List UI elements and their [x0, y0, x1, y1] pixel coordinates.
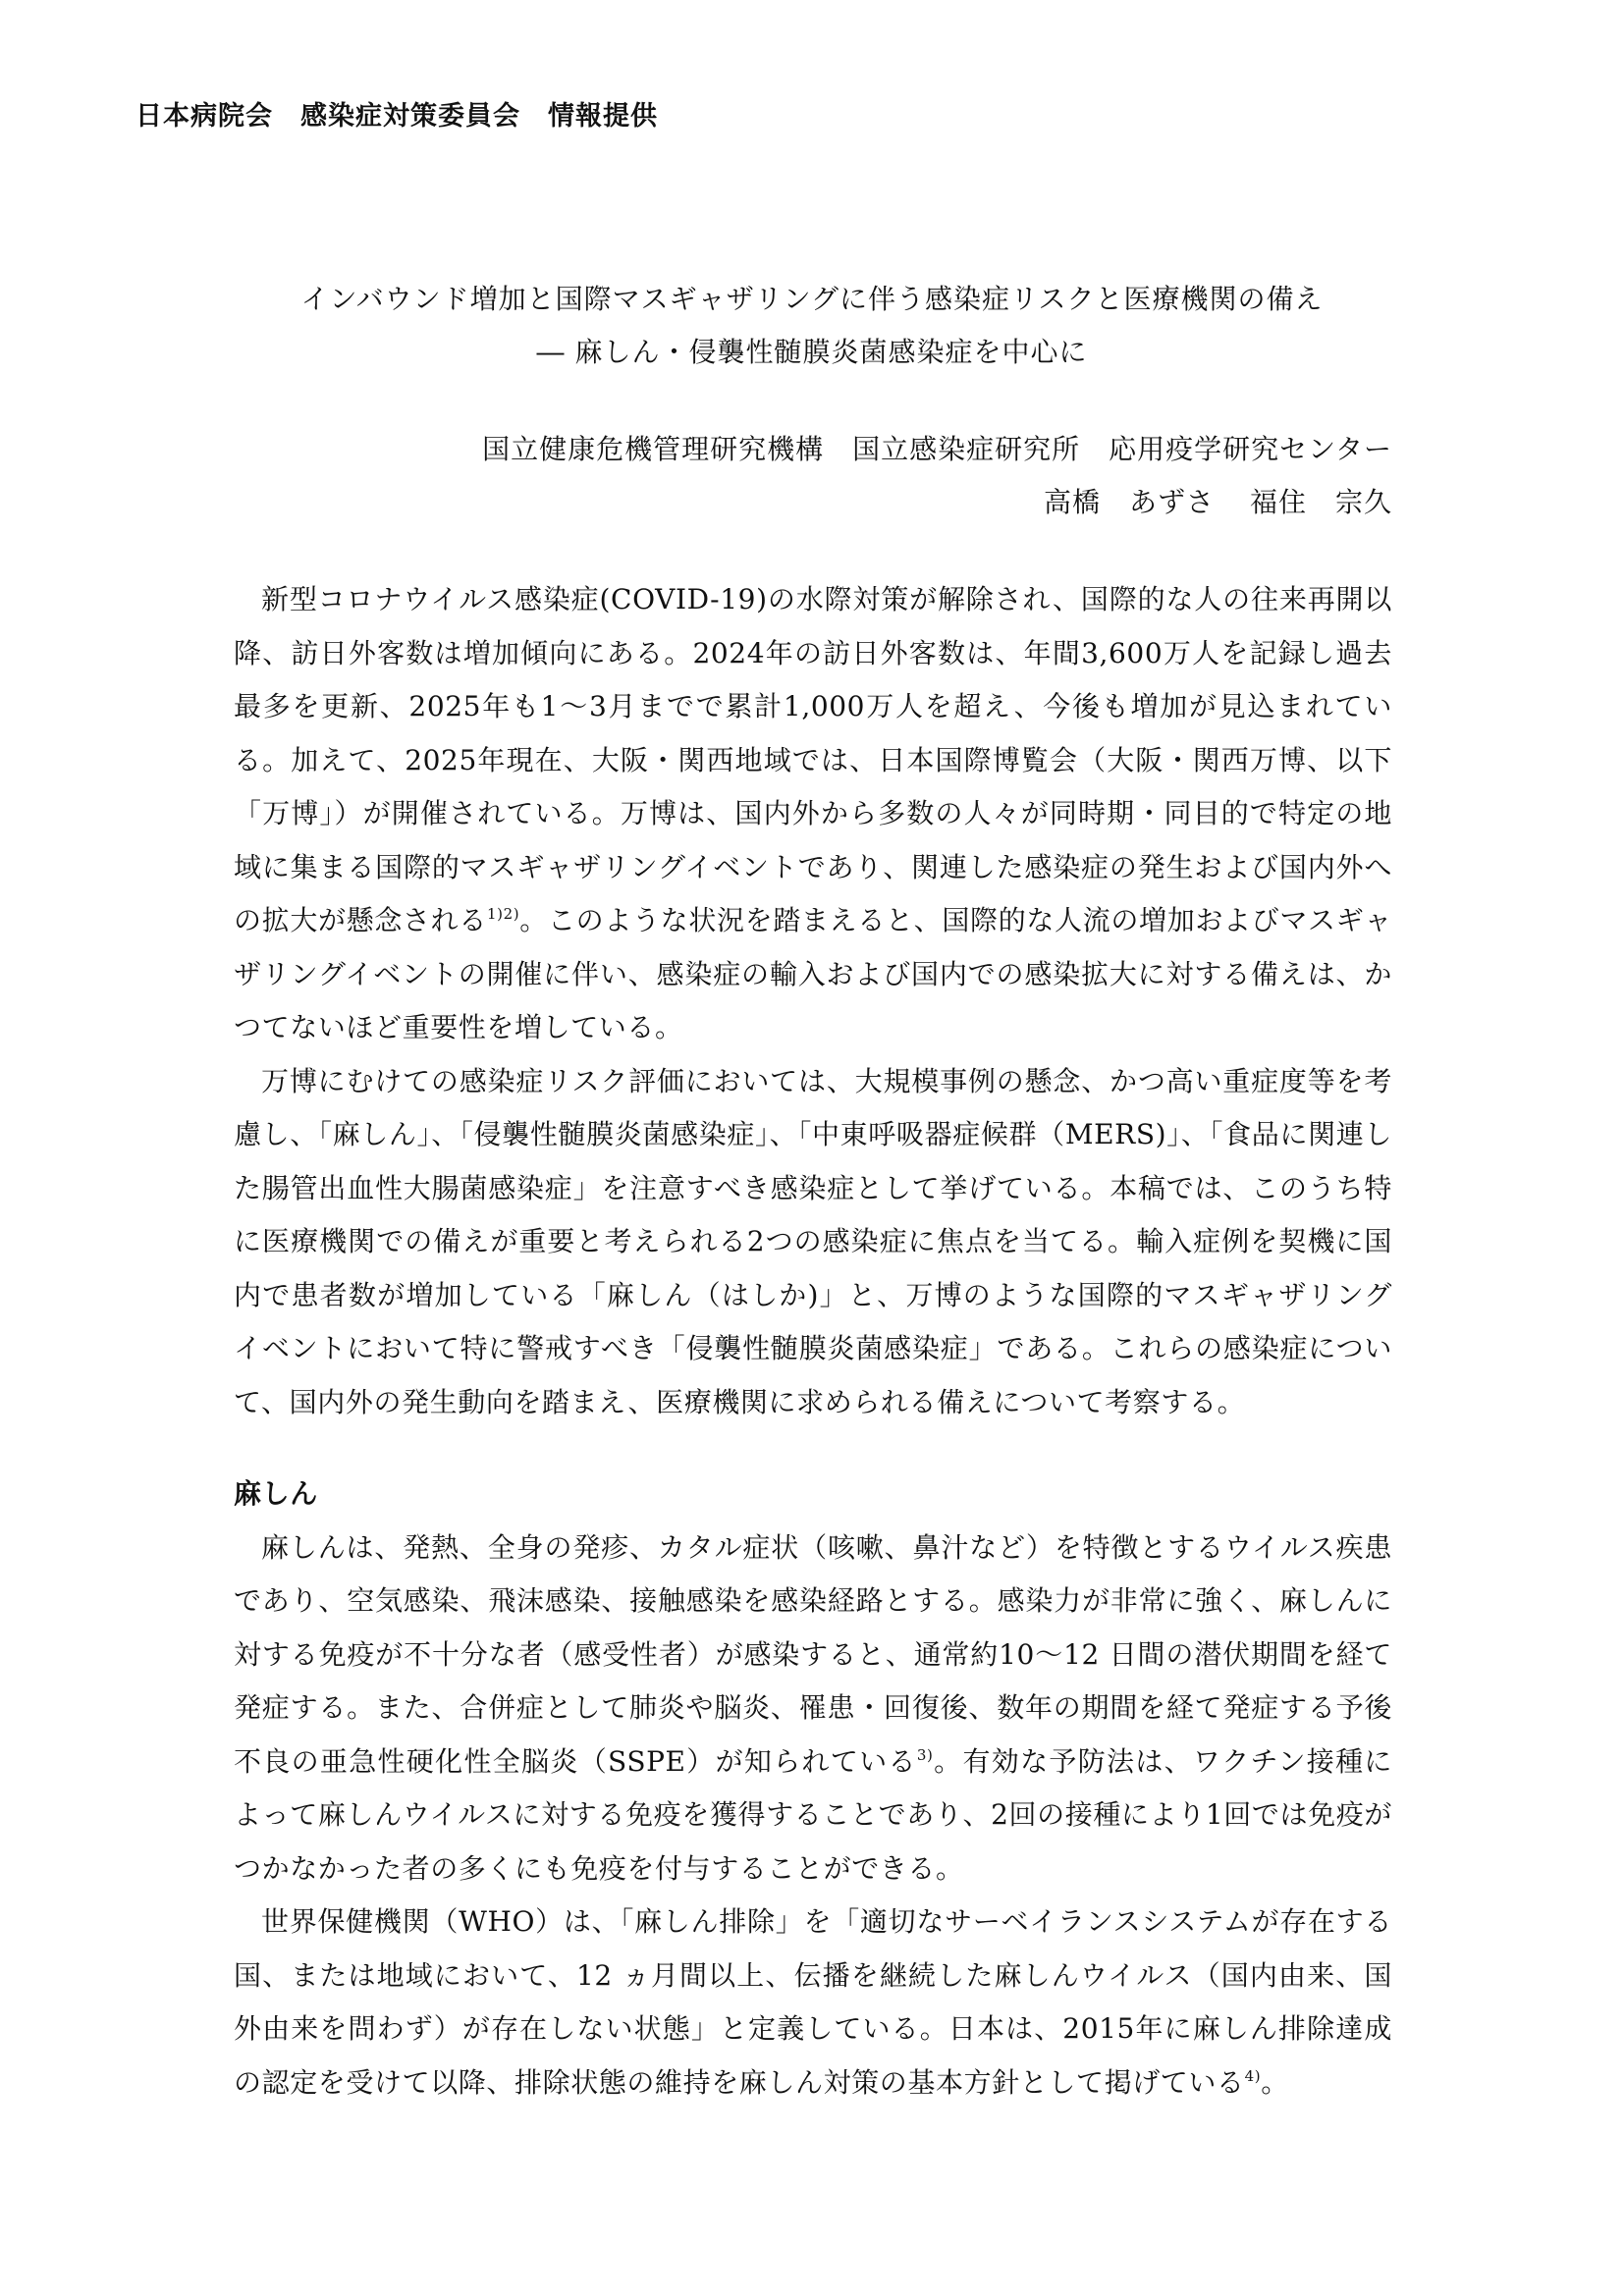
document-subtitle: ― 麻しん・侵襲性髄膜炎菌感染症を中心に: [536, 336, 1088, 368]
measles-paragraph-1: 麻しんは、発熱、全身の発疹、カタル症状（咳嗽、鼻汁など）を特徴とするウイルス疾患であり、空気感染、飛沫感染、接触感染を感染経路とする。感染力が非常に強く、麻しんに対する免疫が不十分な者（感受性者）が感染すると、通常約10～12 日間の潜伏期間を経て発症する。また、合併症として肺炎や脳炎、罹患・回復後、数年の期間を経て発症する予後不良の亜急性硬化性全脳炎（SSPE）が知られている$^{3)}$。有効な予防法は、ワクチン接種によって麻しんウイルスに対する免疫を獲得することであり、2回の接種により1回では免疫がつかなかった者の多くにも免疫を付与することができる。: [234, 1530, 1393, 1885]
author-affiliation: 国立健康危機管理研究機構 国立感染症研究所 応用疫学研究センター: [482, 433, 1392, 465]
measles-section: [234, 1468, 1392, 2109]
document-title: インバウンド増加と国際マスギャザリングに伴う感染症リスクと医療機関の備え: [300, 283, 1324, 315]
intro-paragraph-2: 万博にむけての感染症リスク評価においては、大規模事例の懸念、かつ高い重症度等を考慮し、「麻しん」、「侵襲性髄膜炎菌感染症」、「中東呼吸器症候群（MERS)」、「食品に関連した腸管出血性大腸菌感染症」を注意すべき感染症として挙げている。本稿では、このうち特に医療機関での備えが重要と考えられる2つの感染症に焦点を当てる。輸入症例を契機に国内で患者数が増加している「麻しん（はしか)」と、万博のような国際的マスギャザリングイベントにおいて特に警戒すべき「侵襲性髄膜炎菌感染症」である。これらの感染症について、国内外の発生動向を踏まえ、医療機関に求められる備えについて考察する。: [234, 1064, 1392, 1418]
page-header: 日本病院会 感染症対策委員会 情報提供: [135, 101, 658, 132]
intro-section: [234, 573, 1392, 1429]
measles-paragraph-2: 世界保健機関（WHO）は、「麻しん排除」を「適切なサーベイランスシステムが存在する国、または地域において、12 ヵ月間以上、伝播を継続した麻しんウイルス（国内由来、国外由来を問わず）が存在しない状態」と定義している。日本は、2015年に麻しん排除達成の認定を受けて以降、排除状態の維持を麻しん対策の基本方針として掲げている$^{4)}$。: [234, 1905, 1392, 2099]
author-names: [1008, 481, 1392, 520]
reference-mark: 1)2): [487, 905, 520, 923]
intro-paragraph-1: 新型コロナウイルス感染症(COVID-19)の水際対策が解除され、国際的な人の往来再開以降、訪日外客数は増加傾向にある。2024年の訪日外客数は、年間3,600万人を記録し過去最多を更新、2025年も1～3月までで累計1,000万人を超え、今後も増加が見込まれている。加えて、2025年現在、大阪・関西地域では、日本国際博覧会（大阪・関西万博、以下「万博」）が開催されている。万博は、国内外から多数の人々が同時期・同目的で特定の地域に集まる国際的マスギャザリングイベントであり、関連した感染症の発生および国内外への拡大が懸念される$^{1)2)}$。このような状況を踏まえると、国際的な人流の増加およびマスギャザリングイベントの開催に伴い、感染症の輸入および国内での感染拡大に対する備えは、かつてないほど重要性を増している。: [234, 583, 1392, 1043]
reference-mark: 4): [1244, 2066, 1262, 2085]
section-heading-measles: 麻しん: [234, 1477, 318, 1510]
author-name: 福住 宗久: [1249, 486, 1392, 518]
author-name: 高橋 あずさ: [1043, 486, 1215, 518]
reference-mark: 3): [916, 1745, 934, 1764]
